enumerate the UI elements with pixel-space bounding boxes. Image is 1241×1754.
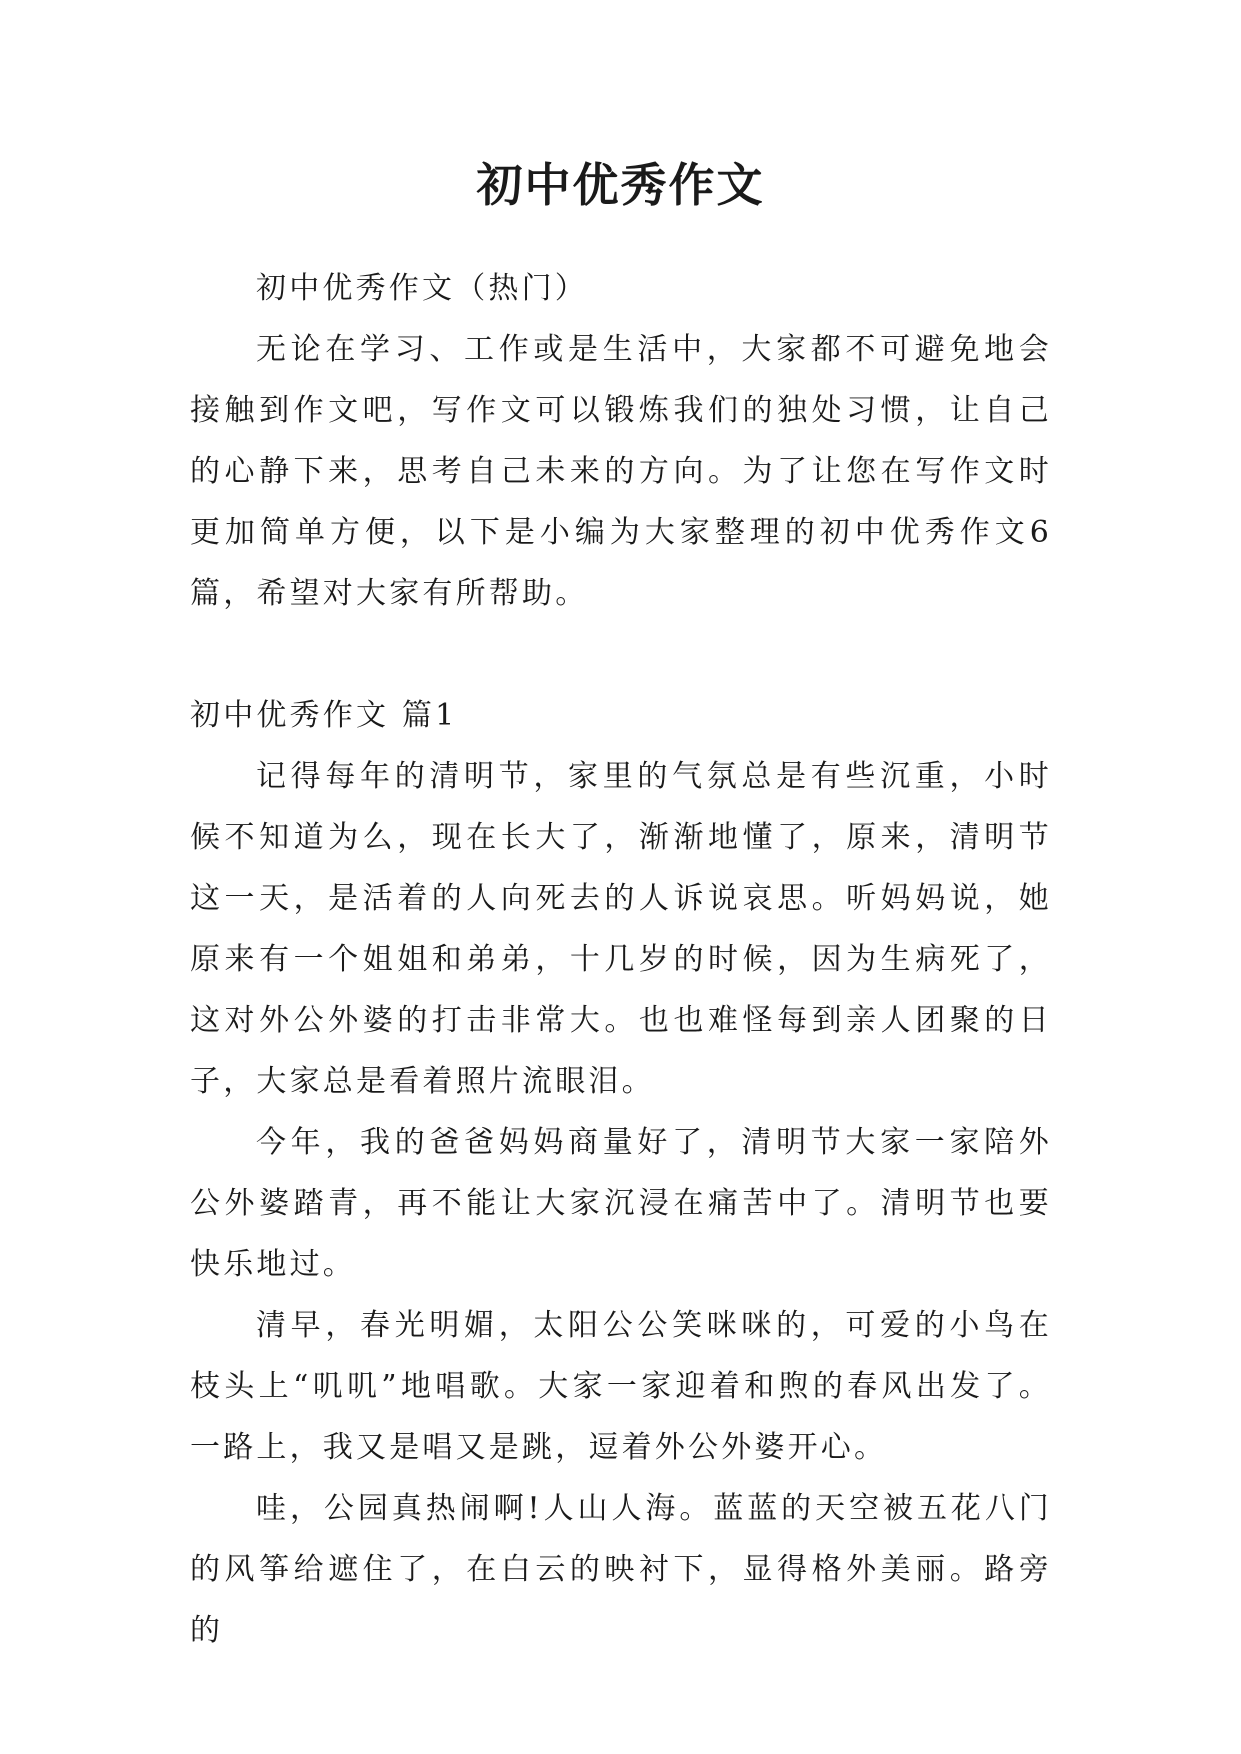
section-heading: 初中优秀作文 篇1 xyxy=(190,698,458,733)
document-title: 初中优秀作文 xyxy=(476,158,765,212)
document-subtitle: 初中优秀作文（热门） xyxy=(256,271,588,306)
essay-paragraph-3: 清早，春光明媚，太阳公公笑咪咪的，可爱的小鸟在枝头上“叽叽”地唱歌。大家一家迎着和煦的春风出发了。一路上，我又是唱又是跳，逗着外公外婆开心。 xyxy=(190,1308,1052,1465)
essay-paragraph-4: 哇，公园真热闹啊!人山人海。蓝蓝的天空被五花八门的风筝给遮住了，在白云的映衬下，显得格外美丽。路旁的 xyxy=(190,1491,1052,1648)
intro-paragraph: 无论在学习、工作或是生活中，大家都不可避免地会接触到作文吧，写作文可以锻炼我们的独处习惯，让自己的心静下来，思考自己未来的方向。为了让您在写作文时更加简单方便，以下是小编为大家整理的初中优秀作文6篇，希望对大家有所帮助。 xyxy=(190,332,1052,611)
essay-paragraph-1: 记得每年的清明节，家里的气氛总是有些沉重，小时候不知道为么，现在长大了，渐渐地懂了，原来，清明节这一天，是活着的人向死去的人诉说哀思。听妈妈说，她原来有一个姐姐和弟弟，十几岁的时候，因为生病死了，这对外公外婆的打击非常大。也也难怪每到亲人团聚的日子，大家总是看着照片流眼泪。 xyxy=(190,759,1052,1099)
document-body xyxy=(190,258,1052,1661)
essay-paragraph-2: 今年，我的爸爸妈妈商量好了，清明节大家一家陪外公外婆踏青，再不能让大家沉浸在痛苦中了。清明节也要快乐地过。 xyxy=(190,1125,1052,1282)
